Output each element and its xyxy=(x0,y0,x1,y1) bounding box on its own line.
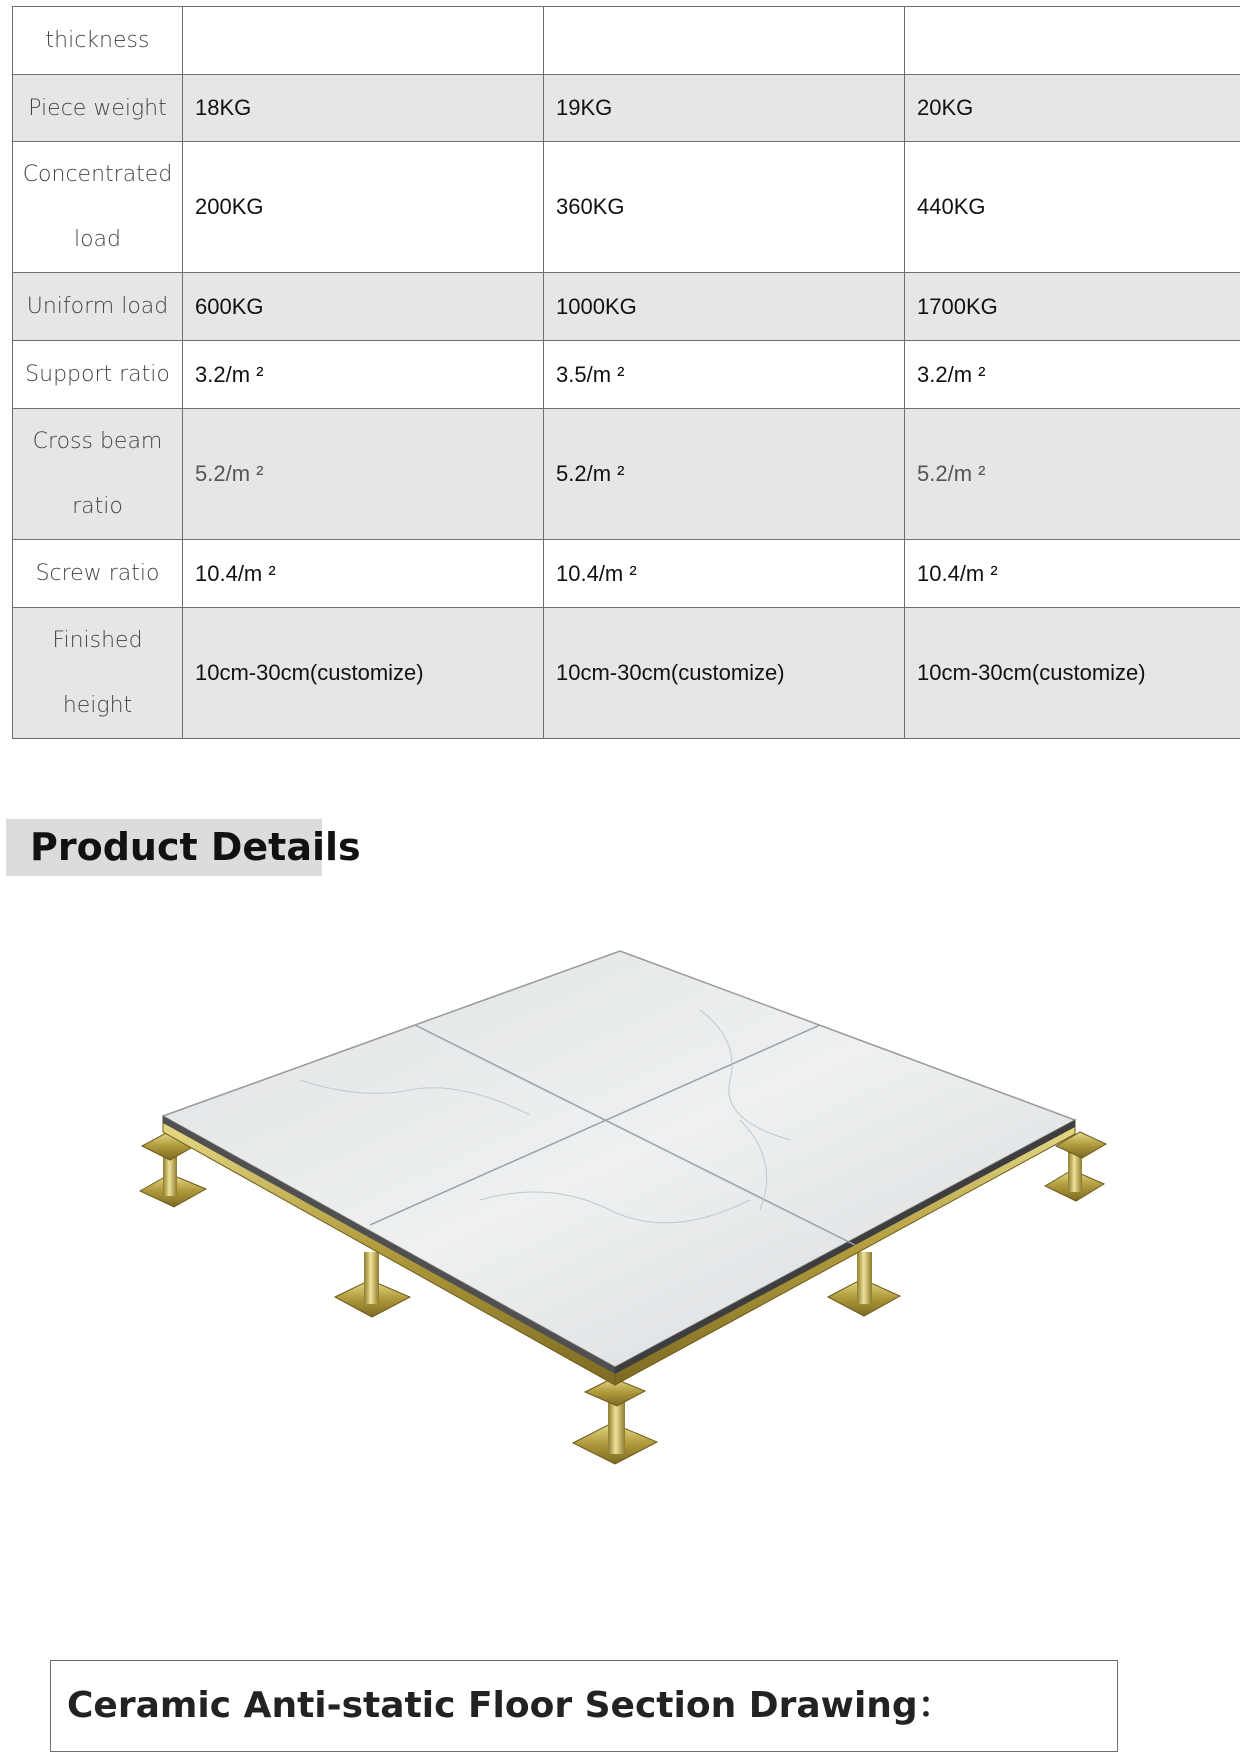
section-drawing-title: Ceramic Anti-static Floor Section Drawing： xyxy=(67,1685,954,1726)
row-value xyxy=(183,7,544,75)
table-row xyxy=(13,7,1240,75)
row-value: 1700KG xyxy=(905,273,1240,341)
table-row xyxy=(13,341,1240,409)
row-label: Screw ratio xyxy=(13,540,183,608)
ceramic-tile-surface xyxy=(163,951,1075,1374)
section-drawing-box xyxy=(50,1660,1118,1752)
row-value: 18KG xyxy=(183,75,544,142)
row-label: Concentrated load xyxy=(13,142,183,273)
table-row xyxy=(13,142,1240,273)
row-value: 3.2/m ² xyxy=(183,341,544,409)
row-value: 19KG xyxy=(544,75,905,142)
row-value: 10cm-30cm(customize) xyxy=(905,608,1240,739)
table-row xyxy=(13,75,1240,142)
row-label: Support ratio xyxy=(13,341,183,409)
table-row xyxy=(13,409,1240,540)
row-value: 600KG xyxy=(183,273,544,341)
raised-floor-illustration xyxy=(0,930,1240,1470)
row-value: 5.2/m ² xyxy=(183,409,544,540)
row-label: Uniform load xyxy=(13,273,183,341)
spec-table xyxy=(12,6,1240,739)
table-row xyxy=(13,608,1240,739)
row-value: 5.2/m ² xyxy=(905,409,1240,540)
row-value: 10.4/m ² xyxy=(183,540,544,608)
row-value: 10cm-30cm(customize) xyxy=(183,608,544,739)
row-label: Cross beam ratio xyxy=(13,409,183,540)
row-value: 10cm-30cm(customize) xyxy=(544,608,905,739)
row-value: 20KG xyxy=(905,75,1240,142)
row-value: 440KG xyxy=(905,142,1240,273)
table-row xyxy=(13,540,1240,608)
row-value: 1000KG xyxy=(544,273,905,341)
row-value: 10.4/m ² xyxy=(905,540,1240,608)
row-value xyxy=(905,7,1240,75)
product-details-heading: Product Details xyxy=(6,819,322,876)
row-value: 10.4/m ² xyxy=(544,540,905,608)
table-row xyxy=(13,273,1240,341)
row-value: 5.2/m ² xyxy=(544,409,905,540)
row-label: thickness xyxy=(13,7,183,75)
row-value: 360KG xyxy=(544,142,905,273)
row-label: Finished height xyxy=(13,608,183,739)
row-value: 3.2/m ² xyxy=(905,341,1240,409)
row-value xyxy=(544,7,905,75)
row-label: Piece weight xyxy=(13,75,183,142)
row-value: 3.5/m ² xyxy=(544,341,905,409)
row-value: 200KG xyxy=(183,142,544,273)
